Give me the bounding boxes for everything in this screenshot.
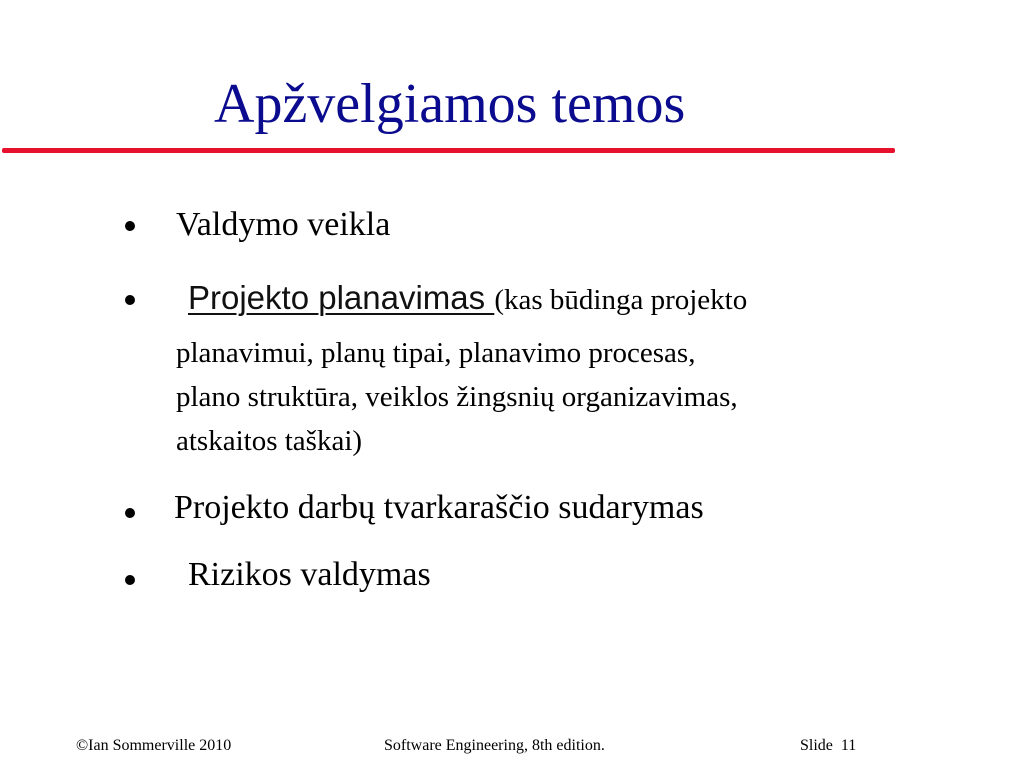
project-planning-detail-line-2: planavimui, planų tipai, planavimo procesas, <box>176 337 696 369</box>
bullet-dot <box>125 221 135 231</box>
project-planning-detail: (kas būdinga projekto <box>494 284 748 316</box>
project-planning-detail-line-4: atskaitos taškai) <box>176 425 363 457</box>
footer-book-title: Software Engineering, 8th edition. <box>384 737 605 754</box>
slide-number: 11 <box>840 737 857 754</box>
bullet-item-project-planning <box>188 276 747 322</box>
bullet-dot <box>125 295 135 305</box>
bullet-item-project-scheduling: Projekto darbų tvarkaraščio sudarymas <box>174 489 704 526</box>
bullet-dot <box>125 575 135 585</box>
bullet-item-risk-management: Rizikos valdymas <box>188 556 431 593</box>
slide-label: Slide <box>800 737 833 754</box>
bullet-dot <box>125 508 135 518</box>
footer-slide-number <box>800 736 856 756</box>
project-planning-link[interactable]: Projekto planavimas <box>188 279 495 316</box>
bullet-item-management-activities: Valdymo veikla <box>176 206 391 243</box>
footer-copyright: ©Ian Sommerville 2010 <box>76 737 232 754</box>
project-planning-detail-line-3: plano struktūra, veiklos žingsnių organizavimas, <box>176 381 738 413</box>
slide-title: Apžvelgiamos temos <box>214 73 686 135</box>
